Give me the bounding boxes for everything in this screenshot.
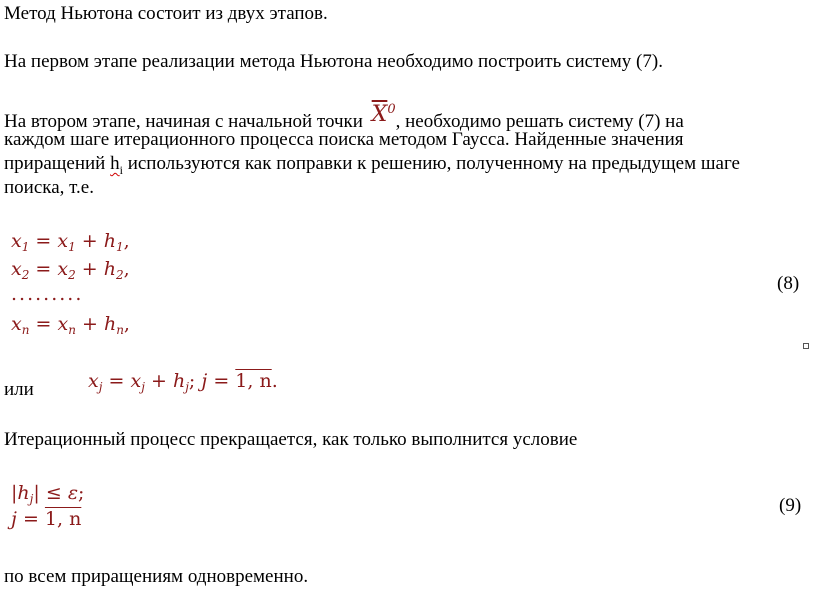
word-or: или (4, 379, 34, 400)
subscript: 1 (21, 240, 30, 254)
subscript: n (116, 323, 124, 337)
abs-bar-left: | (11, 482, 18, 504)
paragraph-first-stage: На первом этапе реализации метода Ньютона необходимо построить систему (7). (4, 51, 663, 72)
equals-sign: = (35, 230, 52, 252)
paragraph-simultaneously: по всем приращениям одновременно. (4, 566, 309, 587)
system-8-ellipsis: ......... (11, 283, 84, 305)
subscript: 1 (116, 240, 124, 254)
epsilon: ε (67, 482, 79, 504)
initial-point-symbol (372, 102, 396, 127)
subscript: 2 (68, 268, 76, 282)
text-segment: используются как поправки к решению, полученному на предыдущем шаге (127, 153, 740, 174)
var-x: x (11, 230, 22, 252)
period: . (271, 370, 278, 392)
subscript: n (21, 323, 30, 337)
index-range: 1, n (44, 508, 82, 530)
equation-number-8: (8) (777, 273, 800, 294)
condition-9-line-1 (11, 482, 84, 504)
var-x: x (57, 230, 69, 252)
var-x: x (130, 370, 142, 392)
subscript: 2 (21, 268, 30, 282)
var-h: h (103, 258, 116, 280)
paragraph-second-stage-line-3 (4, 152, 740, 182)
var-j: j (11, 508, 17, 530)
var-h: h (103, 230, 116, 252)
h-letter: h (110, 153, 120, 174)
system-8-row-n (11, 313, 130, 335)
equation-number-9: (9) (779, 495, 802, 516)
subscript: j (141, 380, 145, 394)
paragraph-intro: Метод Ньютона состоит из двух этапов. (4, 3, 328, 24)
comma: , (123, 313, 130, 335)
plus-sign: + (81, 230, 98, 252)
var-h: h (103, 313, 117, 335)
plus-sign: + (81, 258, 98, 280)
equals-sign: = (35, 258, 52, 280)
semicolon: ; (188, 370, 196, 392)
abs-bar-right: | (33, 482, 40, 504)
var-j: j (201, 370, 208, 392)
paragraph-second-stage-line-2: каждом шаге итерационного процесса поиска методом Гаусса. Найденные значения (4, 129, 684, 150)
index-range: 1, n (235, 370, 272, 392)
condition-9-line-2 (11, 508, 81, 530)
subscript: j (29, 492, 34, 506)
text-segment: На втором этапе, начиная с начальной точки (4, 111, 363, 132)
text-segment: , необходимо решать систему (7) на (395, 111, 684, 132)
system-8-row-1 (11, 230, 130, 252)
x0-base: $\overline{X}$ (371, 102, 388, 127)
subscript: 1 (68, 240, 76, 254)
leq-sign: ≤ (45, 482, 62, 504)
var-x: x (11, 258, 22, 280)
subscript: j (98, 380, 103, 394)
var-h: h (172, 370, 186, 392)
paragraph-anchor-marker (803, 343, 809, 349)
var-x: x (57, 313, 69, 335)
x0-superscript: 0 (387, 102, 396, 117)
var-x: x (57, 258, 69, 280)
text-segment: приращений (4, 153, 106, 174)
var-h: h (17, 482, 30, 504)
equals-sign: = (108, 370, 125, 392)
semicolon: ; (78, 482, 85, 504)
paragraph-second-stage-line-4: поиска, т.е. (4, 177, 94, 198)
var-x: x (11, 313, 22, 335)
equals-sign: = (22, 508, 39, 530)
equals-sign: = (213, 370, 230, 392)
system-8-row-2 (11, 258, 130, 280)
comma: , (123, 258, 130, 280)
increment-symbol (110, 153, 123, 177)
h-subscript: i (119, 162, 123, 177)
var-x: x (88, 370, 99, 392)
comma: , (123, 230, 130, 252)
formula-general-update (88, 370, 278, 392)
plus-sign: + (150, 370, 167, 392)
paragraph-stop-condition: Итерационный процесс прекращается, как только выполнится условие (4, 429, 578, 450)
equals-sign: = (35, 313, 52, 335)
subscript: n (68, 323, 76, 337)
subscript: 2 (116, 268, 124, 282)
plus-sign: + (81, 313, 98, 335)
subscript: j (185, 380, 189, 394)
